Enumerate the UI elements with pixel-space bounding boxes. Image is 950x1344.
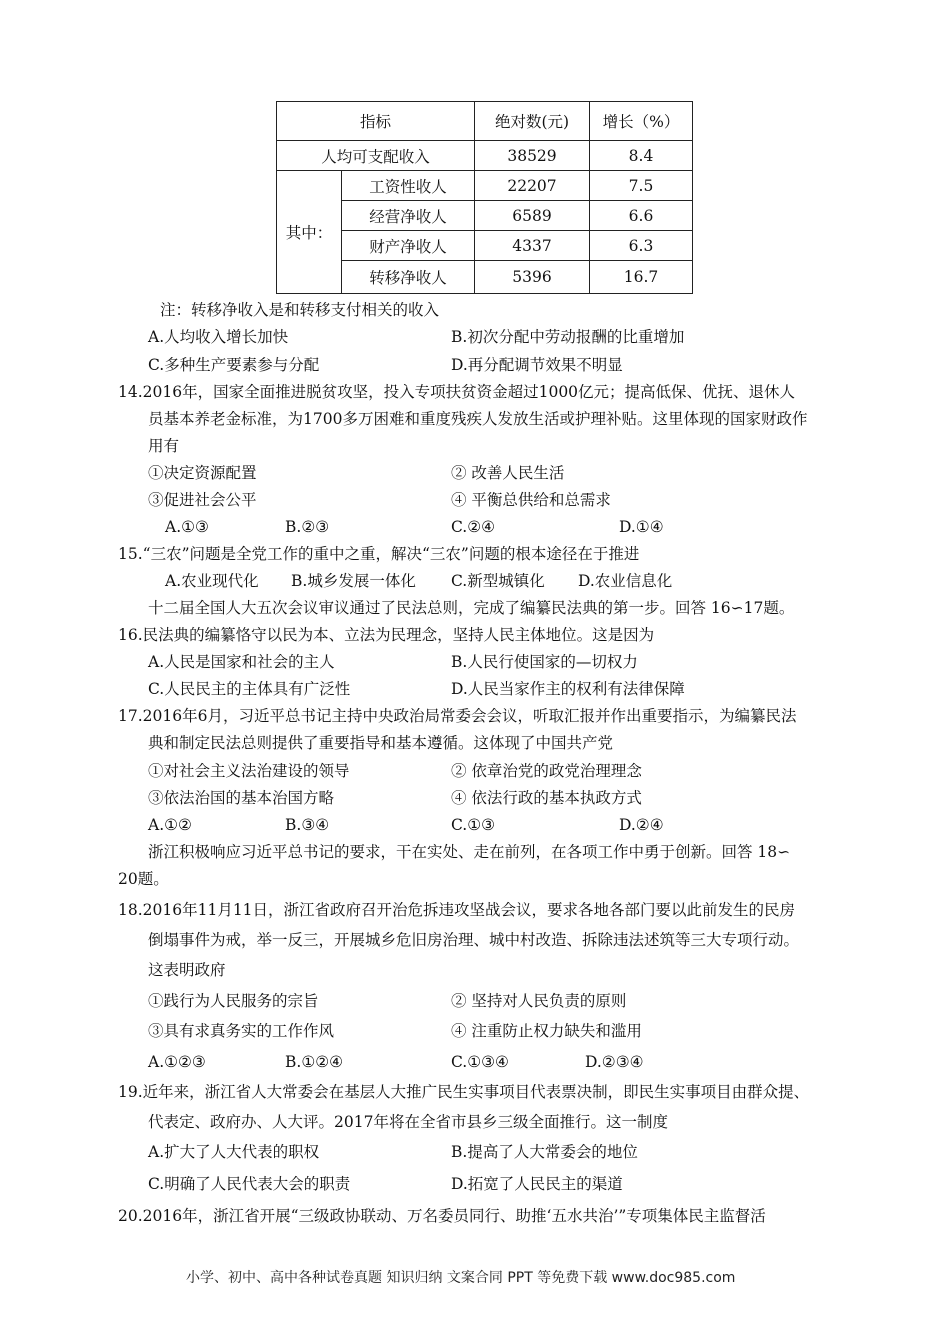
q18-stem-line-1: 18.2016年11月11日，浙江省政府召开治危拆违攻坚战会议，要求各地各部门要以此前发生的民房 bbox=[118, 901, 796, 919]
income-table bbox=[276, 101, 693, 294]
q17-option-c: C.①③ bbox=[451, 816, 496, 834]
intro-16-17: 十二届全国人大五次会议审议通过了民法总则，完成了编纂民法典的第一步。回答 16∽17题。 bbox=[148, 599, 795, 617]
q15-option-d: D.农业信息化 bbox=[578, 572, 673, 590]
q19-option-b: B.提高了人大常委会的地位 bbox=[451, 1143, 638, 1161]
row-value: 4337 bbox=[475, 231, 590, 261]
q19-option-d: D.拓宽了人民民主的渠道 bbox=[451, 1175, 623, 1193]
q13-option-b: B.初次分配中劳动报酬的比重增加 bbox=[451, 328, 685, 346]
q14-statement-2: ② 改善人民生活 bbox=[451, 464, 565, 482]
q16-option-c: C.人民民主的主体具有广泛性 bbox=[148, 680, 351, 698]
q18-statement-2: ② 坚持对人民负责的原则 bbox=[451, 992, 627, 1010]
q14-statement-1: ①决定资源配置 bbox=[148, 464, 257, 482]
q14-stem-line-3: 用有 bbox=[148, 437, 180, 455]
row-label: 经营净收人 bbox=[342, 201, 475, 231]
q17-statement-1: ①对社会主义法治建设的领导 bbox=[148, 762, 350, 780]
q19-stem-line-2: 代表定、政府办、人大评。2017年将在全省市县乡三级全面推行。这一制度 bbox=[148, 1113, 668, 1131]
q14-stem-line-1: 14.2016年，国家全面推进脱贫攻坚，投入专项扶贫资金超过1000亿元；提高低保、优抚、退休人 bbox=[118, 383, 796, 401]
q17-stem-line-1: 17.2016年6月，习近平总书记主持中央政治局常委会会议，听取汇报并作出重要指示，为编纂民法 bbox=[118, 707, 797, 725]
q19-option-a: A.扩大了人大代表的职权 bbox=[148, 1143, 320, 1161]
header-indicator: 指标 bbox=[277, 102, 475, 141]
q16-option-d: D.人民当家作主的权利有法律保障 bbox=[451, 680, 685, 698]
table-row bbox=[277, 171, 693, 201]
q17-statement-4: ④ 依法行政的基本执政方式 bbox=[451, 789, 642, 807]
header-absolute: 绝对数(元) bbox=[475, 102, 590, 141]
q18-option-c: C.①③④ bbox=[451, 1053, 509, 1071]
row-value: 5396 bbox=[475, 261, 590, 294]
q18-stem-line-2: 倒塌事件为戒，举一反三，开展城乡危旧房治理、城中村改造、拆除违法述筑等三大专项行动。 bbox=[148, 931, 800, 949]
q17-stem-line-2: 典和制定民法总则提供了重要指导和基本遵循。这体现了中国共产党 bbox=[148, 734, 614, 752]
q20-stem: 20.2016年，浙江省开展“三级政协联动、万名委员同行、助推‘五水共治’”专项集体民主监督活 bbox=[118, 1207, 766, 1225]
q14-statement-4: ④ 平衡总供给和总需求 bbox=[451, 491, 611, 509]
row-label: 工资性收人 bbox=[342, 171, 475, 201]
q16-option-b: B.人民行使国家的—切权力 bbox=[451, 653, 638, 671]
q17-option-a: A.①② bbox=[148, 816, 192, 834]
row-value: 22207 bbox=[475, 171, 590, 201]
q17-statement-2: ② 依章治党的政党治理理念 bbox=[451, 762, 642, 780]
row-value: 6589 bbox=[475, 201, 590, 231]
row-label: 人均可支配收入 bbox=[277, 141, 475, 171]
sub-label: 其中： bbox=[277, 171, 342, 294]
q14-option-d: D.①④ bbox=[619, 518, 664, 536]
header-growth: 增长（%） bbox=[590, 102, 693, 141]
row-growth: 7.5 bbox=[590, 171, 693, 201]
row-growth: 8.4 bbox=[590, 141, 693, 171]
row-value: 38529 bbox=[475, 141, 590, 171]
q15-stem: 15.“三农”问题是全党工作的重中之重，解决“三农”问题的根本途径在于推进 bbox=[118, 545, 640, 563]
q18-option-d: D.②③④ bbox=[585, 1053, 644, 1071]
q13-option-a: A.人均收入增长加快 bbox=[148, 328, 289, 346]
q14-option-b: B.②③ bbox=[285, 518, 330, 536]
q13-option-d: D.再分配调节效果不明显 bbox=[451, 356, 623, 374]
row-label: 转移净收人 bbox=[342, 261, 475, 294]
q13-option-c: C.多种生产要素参与分配 bbox=[148, 356, 320, 374]
q18-statement-3: ③具有求真务实的工作作风 bbox=[148, 1022, 335, 1040]
q18-stem-line-3: 这表明政府 bbox=[148, 961, 226, 979]
q19-stem-line-1: 19.近年来，浙江省人大常委会在基层人大推广民生实事项目代表票决制，即民生实事项目由群众提、 bbox=[118, 1083, 810, 1101]
q18-option-b: B.①②④ bbox=[285, 1053, 344, 1071]
intro-18-20-line-1: 浙江积极响应习近平总书记的要求，干在实处、走在前列，在各项工作中勇于创新。回答 18∽ bbox=[148, 843, 791, 861]
q16-stem: 16.民法典的编纂恪守以民为本、立法为民理念，坚持人民主体地位。这是因为 bbox=[118, 626, 655, 644]
row-growth: 6.3 bbox=[590, 231, 693, 261]
table-header-row bbox=[277, 102, 693, 141]
q18-statement-1: ①践行为人民服务的宗旨 bbox=[148, 992, 319, 1010]
row-label: 财产净收人 bbox=[342, 231, 475, 261]
q14-option-c: C.②④ bbox=[451, 518, 496, 536]
q17-option-b: B.③④ bbox=[285, 816, 330, 834]
table-row bbox=[277, 141, 693, 171]
q16-option-a: A.人民是国家和社会的主人 bbox=[148, 653, 335, 671]
table-note: 注：转移净收入是和转移支付相关的收入 bbox=[160, 301, 440, 319]
q15-option-c: C.新型城镇化 bbox=[451, 572, 545, 590]
q18-statement-4: ④ 注重防止权力缺失和滥用 bbox=[451, 1022, 642, 1040]
q14-statement-3: ③促进社会公平 bbox=[148, 491, 257, 509]
q15-option-a: A.农业现代化 bbox=[165, 572, 259, 590]
q17-statement-3: ③依法治国的基本治国方略 bbox=[148, 789, 335, 807]
q14-option-a: A.①③ bbox=[165, 518, 209, 536]
intro-18-20-line-2: 20题。 bbox=[118, 870, 169, 888]
q19-option-c: C.明确了人民代表大会的职责 bbox=[148, 1175, 351, 1193]
q17-option-d: D.②④ bbox=[619, 816, 664, 834]
q18-option-a: A.①②③ bbox=[148, 1053, 206, 1071]
row-growth: 16.7 bbox=[590, 261, 693, 294]
q14-stem-line-2: 员基本养老金标准，为1700多万困难和重度残疾人发放生活或护理补贴。这里体现的国家财政作 bbox=[148, 410, 808, 428]
q15-option-b: B.城乡发展一体化 bbox=[291, 572, 416, 590]
page-footer: 小学、初中、高中各种试卷真题 知识归纳 文案合同 PPT 等免费下载 www.doc985.com bbox=[186, 1270, 736, 1286]
row-growth: 6.6 bbox=[590, 201, 693, 231]
